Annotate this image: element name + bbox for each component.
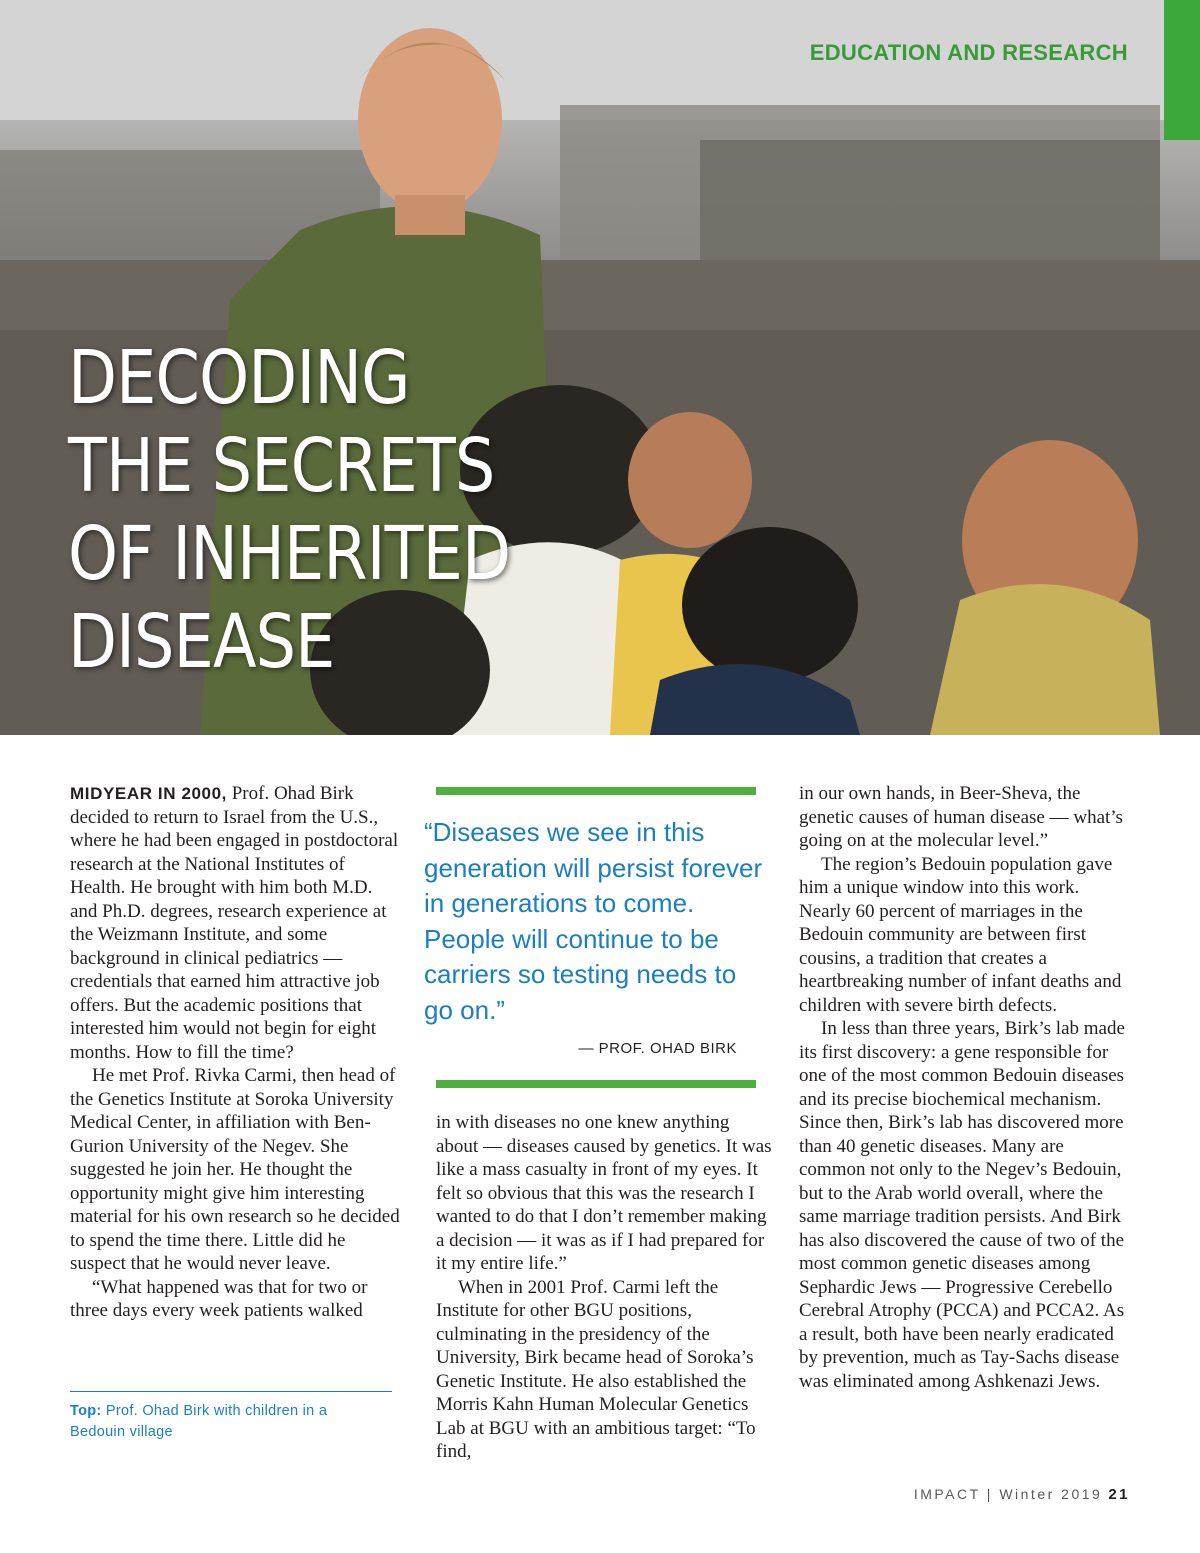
paragraph-text: Prof. Ohad Birk decided to return to Israel from the U.S., where he had been engaged in postdoctoral research at the National Institutes of Health. He brought with him both M.D. and Ph.D. degrees, research experience at the Weizmann Institute, and some background in clinical pediatrics — credentials that earned him attractive job offers. But the academic positions that interested him would not begin for eight months. How to fill the time?	[70, 783, 399, 1063]
pull-quote-top-rule	[436, 787, 756, 795]
caption-rule	[70, 1391, 392, 1392]
section-label: EDUCATION AND RESEARCH	[809, 40, 1128, 65]
caption-text: Prof. Ohad Birk with children in a Bedouin village	[70, 1403, 328, 1440]
hero-photo	[0, 0, 1200, 735]
page-number: 21	[1108, 1486, 1130, 1503]
paragraph: When in 2001 Prof. Carmi left the Institute for other BGU positions, culminating in the presidency of the University, Birk became head of Soroka’s Genetic Institute. He also established the Morris Kahn Human Molecular Genetics Lab at BGU with an ambitious target: “To find,	[436, 1276, 756, 1462]
page-folio	[914, 1486, 1130, 1503]
article-column-3	[799, 782, 1133, 1393]
headline-line: DECODING	[68, 335, 410, 421]
headline-line: DISEASE	[68, 599, 335, 685]
paragraph: “What happened was that for two or three days every week patients walked	[70, 1276, 368, 1321]
paragraph	[70, 782, 400, 1064]
article-column-1	[70, 782, 400, 1323]
photo-caption	[70, 1401, 370, 1443]
pull-quote: “Diseases we see in this generation will persist forever in generations to come. People will continue to be carriers so testing needs to go on.”	[424, 817, 763, 1025]
paragraph: In less than three years, Birk’s lab made its first discovery: a gene responsible for one of the most common Bedouin diseases and its precise biochemical mechanism. Since then, Birk’s lab has discovered more than 40 genetic diseases. Many are common not only to the Negev’s Bedouin, but to the Arab world overall, where the same marriage tradition persists. And Birk has also discovered the cause of two of the most common genetic diseases among Sephardic Jews — Progressive Cerebello Cerebral Atrophy (PCCA) and PCCA2. As a result, both have been nearly eradicated by prevention, much as Tay-Sachs disease was eliminated among Ashkenazi Jews.	[799, 1018, 1125, 1392]
pull-quote-bottom-rule	[436, 1080, 756, 1088]
lead-in: MIDYEAR IN 2000,	[70, 784, 227, 803]
section-tab	[1164, 0, 1200, 140]
article-headline	[68, 334, 510, 686]
headline-line: OF INHERITED	[68, 511, 511, 597]
paragraph: in our own hands, in Beer-Sheva, the genetic causes of human disease — what’s going on at the molecular level.”	[799, 783, 1123, 851]
paragraph: in with diseases no one knew anything about — diseases caused by genetics. It was like a mass casualty in front of my eyes. It felt so obvious that this was the research I wanted to do that I don’t remember making a decision — it was as if I had prepared for it my entire life.”	[436, 1112, 772, 1274]
article-column-2	[436, 1111, 772, 1464]
pull-quote-attribution: — PROF. OHAD BIRK	[578, 1040, 737, 1057]
paragraph: He met Prof. Rivka Carmi, then head of the Genetics Institute at Soroka University Medical Center, in affiliation with Ben-Gurion University of the Negev. She suggested he join her. He thought the opportunity might give him interesting material for his own research so he decided to spend the time there. Little did he suspect that he would never leave.	[70, 1065, 400, 1274]
caption-label: Top:	[70, 1403, 102, 1419]
folio-text: IMPACT | Winter 2019	[913, 1486, 1103, 1502]
headline-line: THE SECRETS	[68, 423, 495, 509]
paragraph: The region’s Bedouin population gave him a unique window into this work. Nearly 60 percent of marriages in the Bedouin community are between first cousins, a tradition that creates a heartbreaking number of infant deaths and children with severe birth defects.	[799, 853, 1122, 1016]
